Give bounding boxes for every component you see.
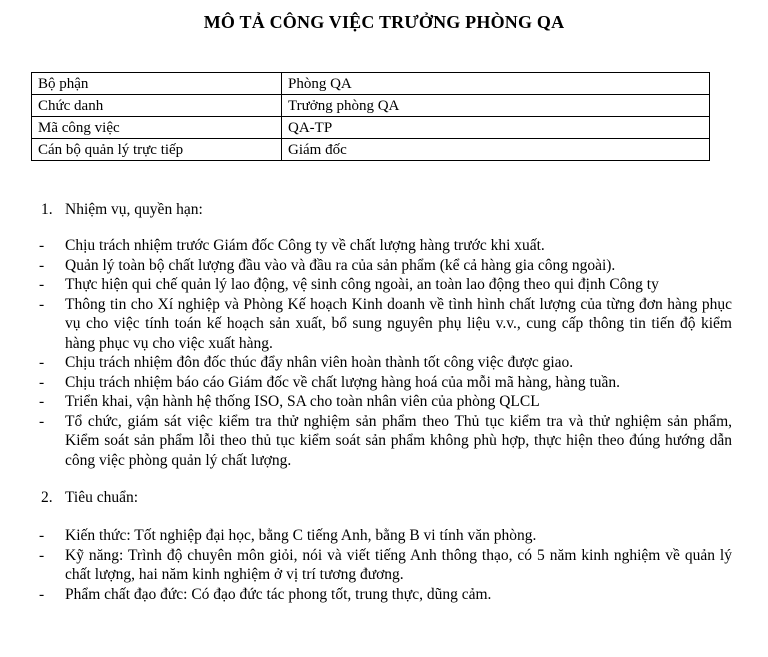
dash-bullet: - [39, 256, 45, 274]
list-item-text: Phẩm chất đạo đức: Có đạo đức tác phong tốt, trung thực, dũng cảm. [65, 585, 492, 603]
list-item-text: Thông tin cho Xí nghiệp và Phòng Kế hoạch Kinh doanh về tình hình chất lượng của từng đơn hàng phục vụ cho việc tính toán kế hoạch sản xuất, bổ sung nguyên phụ liệu v.v., cung cấp thông tin tiến độ kiểm hàng phục vụ cho việc xuất hàng. [65, 295, 732, 352]
standards-list [39, 526, 732, 604]
table-row [32, 73, 710, 95]
dash-bullet: - [39, 393, 45, 410]
job-info-table [31, 72, 710, 161]
section-heading-duties [41, 200, 203, 220]
table-value-cell: Phòng QA [282, 73, 710, 95]
list-item [39, 392, 732, 412]
table-value-cell: Trưởng phòng QA [282, 95, 710, 117]
list-item [39, 353, 732, 373]
section-number: 2. [41, 489, 53, 506]
table-value-cell: QA-TP [282, 117, 710, 139]
list-item [39, 585, 732, 605]
document-title: MÔ TẢ CÔNG VIỆC TRƯỞNG PHÒNG QA [203, 12, 565, 32]
list-item-text: Chịu trách nhiệm đôn đốc thúc đẩy nhân viên hoàn thành tốt công việc được giao. [65, 354, 574, 371]
table-value-cell: Giám đốc [282, 139, 710, 161]
list-item [39, 275, 732, 295]
list-item-text: Chịu trách nhiệm báo cáo Giám đốc về chất lượng hàng hoá của mỗi mã hàng, hàng tuần. [65, 373, 621, 391]
table-label-cell: Chức danh [32, 95, 282, 117]
table-row [32, 95, 710, 117]
dash-bullet: - [39, 412, 45, 430]
list-item [39, 256, 732, 276]
list-item-text: Triển khai, vận hành hệ thống ISO, SA cho toàn nhân viên của phòng QLCL [65, 393, 540, 410]
table-label-cell: Bộ phận [32, 73, 282, 95]
list-item-text: Chịu trách nhiệm trước Giám đốc Công ty về chất lượng hàng trước khi xuất. [65, 237, 545, 254]
duties-list [39, 236, 732, 470]
list-item-text: Thực hiện qui chế quản lý lao động, vệ sinh công ngoài, an toàn lao động theo qui định Công ty [65, 276, 659, 293]
list-item [39, 236, 732, 256]
dash-bullet: - [39, 237, 45, 254]
list-item-text: Kỹ năng: Trình độ chuyên môn giỏi, nói và viết tiếng Anh thông thạo, có 5 năm kinh nghiệm về quản lý chất lượng, hai năm kinh nghiệm ở vị trí tương đương. [65, 546, 732, 583]
section-heading-text: Nhiệm vụ, quyền hạn: [65, 201, 203, 218]
list-item [39, 295, 732, 354]
section-heading-text: Tiêu chuẩn: [65, 489, 139, 506]
section-number: 1. [41, 201, 53, 218]
dash-bullet: - [39, 546, 45, 564]
dash-bullet: - [39, 276, 45, 293]
list-item [39, 373, 732, 393]
dash-bullet: - [39, 585, 45, 603]
table-label-cell: Mã công việc [32, 117, 282, 139]
list-item [39, 526, 732, 546]
list-item-text: Quản lý toàn bộ chất lượng đầu vào và đầu ra của sản phẩm (kể cả hàng gia công ngoài). [65, 256, 616, 274]
table-row [32, 139, 710, 161]
dash-bullet: - [39, 295, 45, 313]
list-item-text: Tổ chức, giám sát việc kiểm tra thử nghiệm sản phẩm theo Thủ tục kiểm tra và thử nghiệm sản phẩm, Kiểm soát sản phẩm lỗi theo thủ tục kiểm soát sản phẩm không phù hợp, thực hiện theo đúng hướng dẫn công việc phòng quản lý chất lượng. [65, 412, 732, 469]
list-item-text: Kiến thức: Tốt nghiệp đại học, bằng C tiếng Anh, bằng B vi tính văn phòng. [65, 527, 537, 544]
dash-bullet: - [39, 373, 45, 391]
table-label-cell: Cán bộ quản lý trực tiếp [32, 139, 282, 161]
dash-bullet: - [39, 354, 45, 371]
list-item [39, 546, 732, 585]
table-row [32, 117, 710, 139]
list-item [39, 412, 732, 471]
section-heading-standards [41, 488, 138, 508]
dash-bullet: - [39, 527, 45, 544]
